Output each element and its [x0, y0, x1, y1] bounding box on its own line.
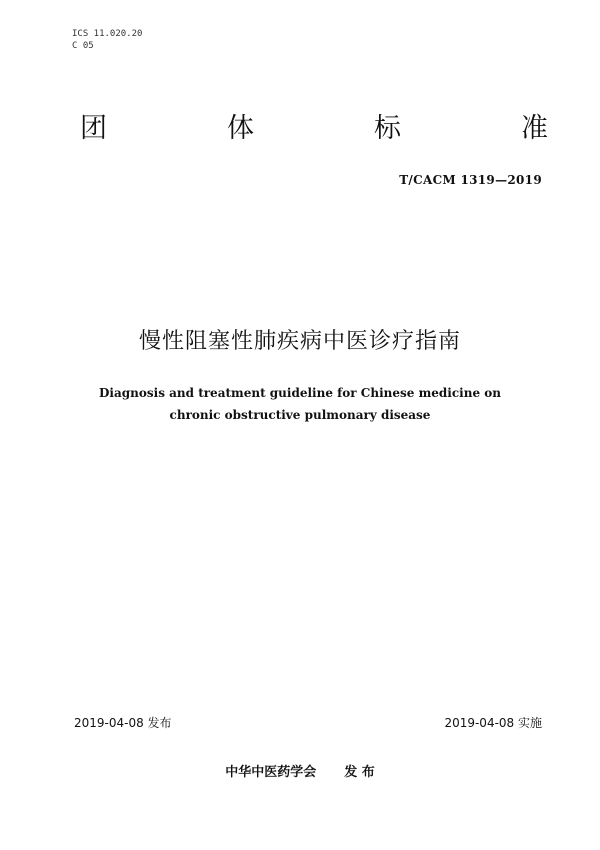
standard-type-heading — [80, 112, 548, 146]
title-english-line-1: Diagnosis and treatment guideline for Chinese medicine on — [99, 386, 501, 400]
standard-type-char-1: 团 — [80, 113, 107, 144]
title-english-line-2: chronic obstructive pulmonary disease — [169, 408, 431, 422]
standard-type-char-3: 标 — [374, 113, 401, 144]
ics-code: ICS 11.020.20 — [72, 29, 143, 39]
publisher-line — [0, 764, 600, 782]
classification-codes — [72, 28, 142, 52]
title-english — [0, 382, 600, 426]
implementation-date: 2019-04-08 实施 — [444, 716, 542, 730]
title-chinese: 慢性阻塞性肺疾病中医诊疗指南 — [138, 329, 461, 354]
publisher-action: 发 布 — [344, 765, 375, 780]
standard-type-char-4: 准 — [521, 113, 548, 144]
publisher-name: 中华中医药学会 — [225, 765, 317, 780]
ccs-code: C 05 — [72, 41, 94, 51]
issue-date: 2019-04-08 发布 — [74, 716, 172, 730]
document-number: T/CACM 1319—2019 — [399, 173, 542, 187]
standard-type-char-2: 体 — [227, 113, 254, 144]
